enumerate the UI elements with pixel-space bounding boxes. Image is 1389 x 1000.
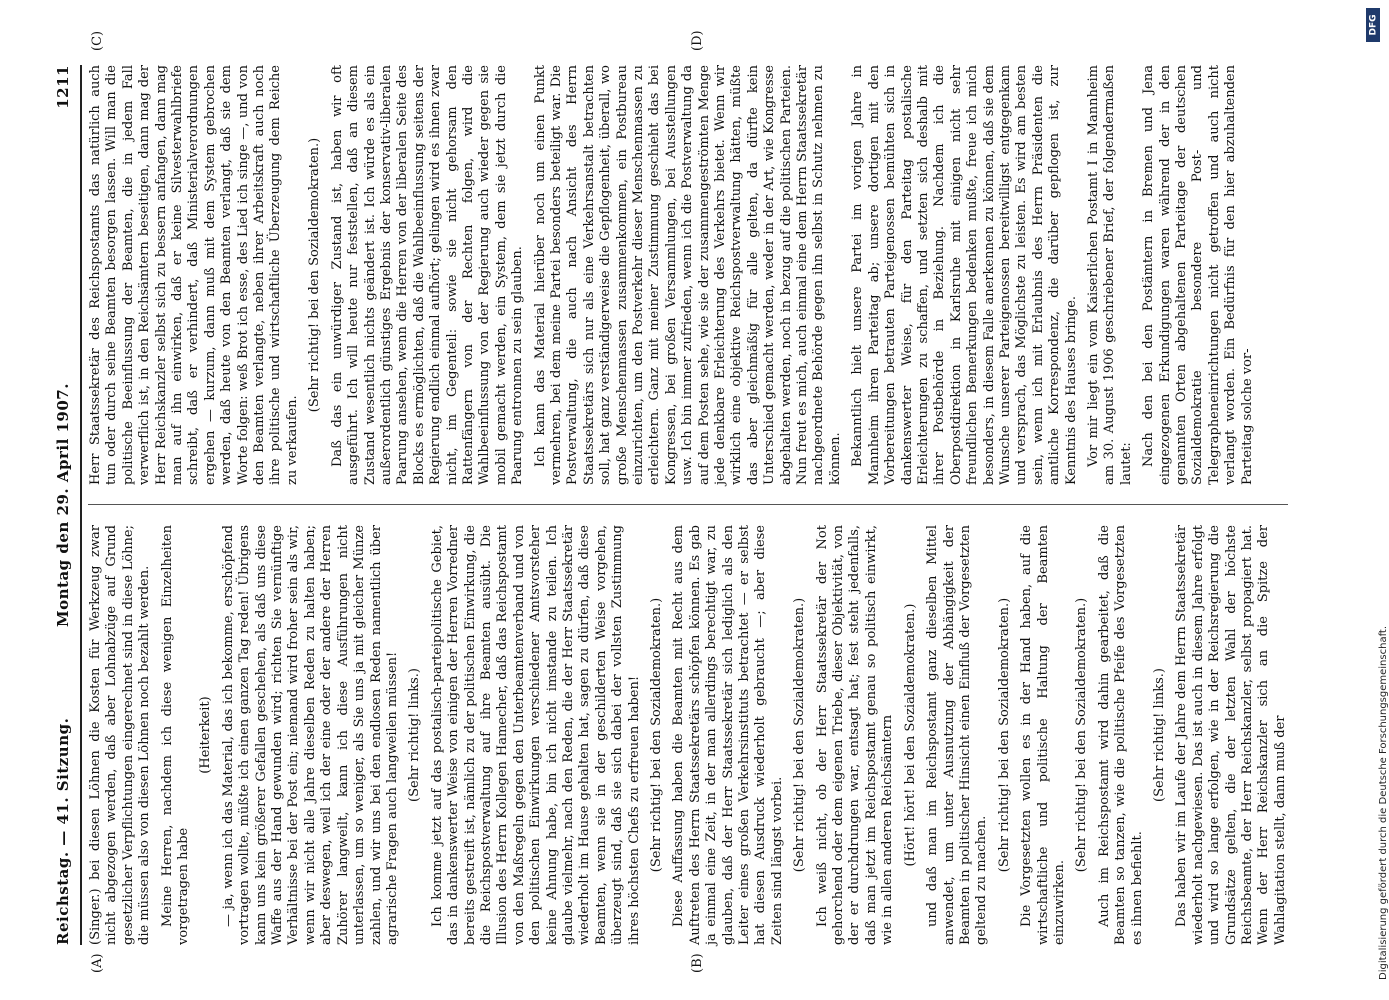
left-column-paragraph: Ich komme jetzt auf das postalisch-parteipolitische Gebiet, das in dankenswerter Weise von einigen der Herren Vorredner bereits gestreift ist, nämlich zu der politischen Einwirkung, die die Reichspostverwaltung auf ihre Beamten ausübt. Die Illusion des Herrn Kollegen Hamecher, daß das Reichspostamt von den Maßregeln gegen den Unterbeamtenverband und von den politischen Einwirkungen verschiedener Amtsvorsteher keine Ahnung habe, bin ich nicht imstande zu teilen. Ich glaube vielmehr, nach den Reden, die der Herr Staatssekretär wiederholt im Hause gehalten hat, sagen zu dürfen, daß diese Beamten, wenn sie in der geschilderten Weise vorgehen, überzeugt sind, daß sie sich dabei der vollsten Zustimmung ihres höchsten Chefs zu erfreuen haben! xyxy=(429,525,642,945)
left-column-interjection: (Sehr richtig! bei den Sozialdemokraten.) xyxy=(996,597,1012,873)
right-column-paragraph: Nach den bei den Postämtern in Bremen und Jena eingezogenen Erkundigungen waren während der in den genannten Orten abgehaltenen Parteitage der deutschen Sozialdemokratie besondere Post- und Telegrapheneinrichtungen nicht getroffen und auch nicht verlangt worden. Ein Bedürfnis für den hier abzuhaltenden Parteitag solche vor- xyxy=(1141,65,1255,485)
left-column-interjection: (Sehr richtig! bei den Sozialdemokraten.) xyxy=(649,597,664,873)
left-column-paragraph: Meine Herren, nachdem ich diese wenigen Einzelheiten vorgetragen habe xyxy=(159,525,192,945)
right-column-paragraph: Vor mir liegt ein vom Kaiserlichen Postamt I in Mannheim am 30. August 1906 geschriebener Brief, der folgendermaßen lautet: xyxy=(1085,65,1134,485)
left-column-paragraph: Ich weiß nicht, ob der Herr Staatssekretär der Not gehorchend oder dem eigenen Triebe, dieser Objektivität, von der er durchdrungen war, entsagt hat; fest steht jedenfalls, daß man jetzt im Reichspostamt genau so politisch einwirkt, wie in allen anderen Reichsämtern xyxy=(814,525,896,945)
left-column-paragraph: Das haben wir im Laufe der Jahre dem Herrn Staatssekretär wiederholt nachgewiesen. Das ist auch in diesem Jahre erfolgt und wird so lange erfolgen, wie in der Reichsregierung die Grundsätze gelten, die der letzten Wahl der höchste Reichsbeamte, der Herr Reichskanzler, selbst propagiert hat. Wenn der Herr Reichskanzler sich an die Spitze der Wahlagitation stellt, dann muß der xyxy=(1174,525,1288,945)
left-column-paragraph: Auch im Reichspostamt wird dahin gearbeitet, daß die Beamten so tanzen, wie die politische Pfeife des Vorgesetzten es ihnen befiehlt. xyxy=(1096,525,1145,945)
dfg-logo xyxy=(1366,8,1380,42)
header-date: Montag den 29. April 1907. xyxy=(54,383,72,627)
right-column xyxy=(88,65,1288,485)
right-column-paragraph: Daß das ein unwürdiger Zustand ist, haben wir oft ausgeführt. Ich will heute nur feststellen, daß an diesem Zustand wesentlich nichts geändert ist. Ich würde es als ein außerordentlich günstiges Ergebnis der konservativ-liberalen Paarung ansehen, wenn die Herren von der liberalen Seite des Blocks es ermöglichten, daß die Wahlbeeinflussung seitens der Regierung endlich einmal aufhört; gelingen wird es ihnen zwar nicht, im Gegenteil: sowie sie nicht gehorsam den Rattenfängern von der Rechten folgen, wird die Wahlbeeinflussung von der Regierung auch wieder gegen sie mobil gemacht werden, ein System, dem sie jetzt durch die Paarung entronnen zu sein glauben. xyxy=(329,65,526,485)
left-column-interjection: (Sehr richtig! links.) xyxy=(407,668,423,802)
dfg-logo-text: DFG xyxy=(1368,14,1379,36)
left-column-interjection: (Heiterkeit) xyxy=(198,696,214,774)
left-column-interjection: (Sehr richtig! bei den Sozialdemokraten.) xyxy=(1074,597,1090,873)
right-column-paragraph: Herr Staatssekretär des Reichspostamts das natürlich auch tun oder durch seine Beamten besorgen lassen. Will man die politische Beeinflussung der Beamten, die in jedem Fall verwerflich ist, in den Reichsämtern beseitigen, dann mag der Herr Reichskanzler selbst sich zu bessern anfangen, dann mag man auf ihn einwirken, daß er keine Silvesterwahlbriefe schreibt, daß er verhindert, daß Ministerialverordnungen ergehen — kurzum, dann muß mit dem System gebrochen werden, daß heute von den Beamten verlangt, daß sie dem Worte folgen: weß Brot ich esse, des Lied ich singe —, und von den Beamten verlangte, neben ihrer Arbeitskraft auch noch ihre politische und wirtschaftliche Überzeugung dem Reiche zu verkaufen. xyxy=(88,65,300,485)
right-column-interjection: (Sehr richtig! bei den Sozialdemokraten.) xyxy=(307,137,323,413)
digitization-credit: Digitalisierung gefördert durch die Deutsche Forschungsgemeinschaft. xyxy=(1378,625,1389,980)
left-column-interjection: (Sehr richtig! links.) xyxy=(1151,668,1167,802)
left-column-paragraph: Diese Auffassung haben die Beamten mit Recht aus dem Auftreten des Herrn Staatssekretärs schöpfen können. Es gab ja einmal eine Zeit, in der man allerdings berechtigt war, zu glauben, daß der Herr Staatssekretär sich lediglich als den Leiter eines großen Verkehrsinstituts betrachtet — er selbst hat diesen Ausdruck wiederholt gebraucht —; aber diese Zeiten sind längst vorbei. xyxy=(671,525,785,945)
margin-marker-d: (D) xyxy=(690,30,705,51)
left-column xyxy=(88,525,1288,945)
margin-marker-a: (A) xyxy=(90,953,105,973)
left-column-interjection: (Hört! hört! bei den Sozialdemokraten.) xyxy=(902,603,918,867)
header-left-title: Reichstag. — 41. Sitzung. xyxy=(54,717,72,945)
margin-marker-b: (B) xyxy=(690,953,705,973)
left-column-paragraph: (Singer.) bei diesen Löhnen die Kosten für Werkzeug zwar nicht abgezogen werden, daß aber Lohnabzüge auf Grund gesetzlicher Verpflichtungen eingerechnet sind in diese Löhne; die müssen also von diesen Löhnen noch bezahlt werden. xyxy=(88,525,153,945)
running-header xyxy=(50,65,80,945)
left-column-paragraph: und daß man im Reichspostamt ganz dieselben Mittel anwendet, um unter Ausnutzung der Abhängigkeit der Beamten in politischer Hinsicht einen Einfluß der Vorgesetzten geltend zu machen. xyxy=(925,525,990,945)
right-column-paragraph: Ich kann das Material hierüber noch um einen Punkt vermehren, bei dem meine Partei besonders beteiligt war. Die Postverwaltung, die auch nach Ansicht des Herrn Staatssekretärs sich nur als eine Verkehrsanstalt betrachten soll, hat ganz verständigerweise die Gepflogenheit, überall, wo große Menschenmassen zusammenkommen, ein Postbureau einzurichten, um den Postverkehr dieser Menschenmassen zu erleichtern. Ganz mit meiner Zustimmung geschieht das bei Kongressen, bei großen Versammlungen, bei Ausstellungen usw. Ich bin immer zufrieden, wenn ich die Postverwaltung da auf dem Posten sehe, wie sie der zusammengeströmten Menge jede denkbare Erleichterung des Verkehrs bietet. Wenn wir wirklich eine objektive Reichspostverwaltung hätten, müßte das aber gleichmäßig für alle gelten, da dürfte kein Unterschied gemacht werden, weder in der Art, wie Kongresse abgehalten werden, noch in bezug auf die politischen Parteien. Nun freut es mich, auch einmal eine dem Herrn Staatssekretär nachgeordnete Behörde gegen ihn selbst in Schutz nehmen zu können. xyxy=(532,65,843,485)
rotated-page xyxy=(50,30,1300,973)
page-number: 1211 xyxy=(54,65,72,109)
left-column-paragraph: Die Vorgesetzten wollen es in der Hand haben, auf die wirtschaftliche und politische Haltung der Beamten einzuwirken. xyxy=(1019,525,1067,945)
left-column-interjection: (Sehr richtig! bei den Sozialdemokraten.) xyxy=(792,597,808,873)
header-rule xyxy=(80,65,82,945)
column-separator xyxy=(88,504,1288,505)
right-column-paragraph: Bekanntlich hielt unsere Partei im vorigen Jahre in Mannheim ihren Parteitag ab; unsere dortigen mit den Vorbereitungen betrauten Parteigenossen bemühten sich in dankenswerter Weise, für den Parteitag postalische Erleichterungen zu schaffen, und setzten sich deshalb mit ihrer Postbehörde in Beziehung. Nachdem ich die Oberpostdirektion in Karlsruhe mit einigen nicht sehr freundlichen Bemerkungen bedenken mußte, freue ich mich besonders, in diesem Falle anerkennen zu können, daß sie dem Wunsche unserer Parteigenossen bereitwilligst entgegenkam und versprach, das Möglichste zu leisten. Es wird am besten sein, wenn ich mit Erlaubnis des Herrn Präsidenten die amtliche Korrespondenz, die darüber gepflogen ist, zur Kenntnis des Hauses bringe. xyxy=(850,65,1079,485)
left-column-paragraph: — ja, wenn ich das Material, das ich bekomme, erschöpfend vortragen wollte, müßte ich einen ganzen Tag reden! Übrigens kann uns kein größerer Gefallen geschehen, als daß uns diese Waffe aus der Hand gewunden wird; richten Sie vernünftige Verhältnisse bei der Post ein; niemand wird froher sein als wir, wenn wir nicht alle Jahre dieselben Reden zu halten haben; aber deswegen, weil ich der eine oder der andere der Herren Zuhörer langweilt, kann ich diese Ausführungen nicht unterlassen, um so weniger, als Sie uns ja mit gleicher Münze zahlen, und wir uns bei den endlosen Reden namentlich über agrarische Fragen auch langweilen müssen! xyxy=(220,525,400,945)
margin-marker-c: (C) xyxy=(90,30,105,51)
